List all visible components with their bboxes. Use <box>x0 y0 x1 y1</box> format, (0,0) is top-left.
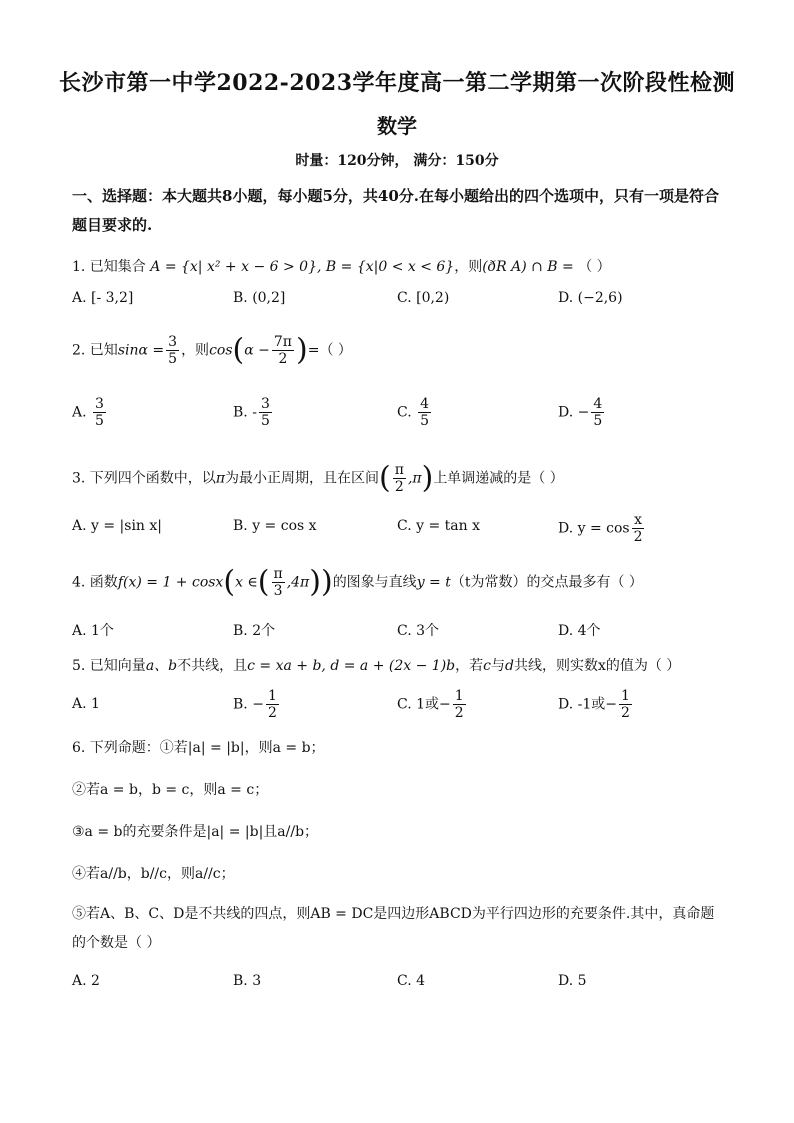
question-6-line-1: 6. 下列命题：①若|a| = |b|，则a = b； <box>72 740 325 756</box>
q1-mid: ，则 <box>454 259 483 275</box>
q3-interval: ,π <box>407 470 422 487</box>
q4-option-b: B. 2个 <box>233 623 276 639</box>
q3-text: 3. 下列四个函数中，以 <box>72 470 216 487</box>
q2-option-b: B. - $\frac{3}{5}$ <box>233 396 270 429</box>
question-2: 2. 已知sinα = $\frac{3}{5}$ ，则cos(α − $\frac{7\pi}{2}$ )=（ ） <box>72 332 352 368</box>
q3-option-c: C. y = tan x <box>397 518 480 534</box>
q4-mid: 的图象与直线 <box>332 574 417 591</box>
q4-frac: $\frac{\pi}{3}$ <box>273 566 283 599</box>
section-heading: 一、选择题：本大题共8小题，每小题5分，共40分.在每小题给出的四个选项中，只有一项是符合题目要求的. <box>72 187 719 234</box>
q2-frac: $\frac{3}{5}$ <box>168 334 178 367</box>
q5-tail: 共线，则实数x的值为（ ） <box>513 658 681 674</box>
exam-subject: 数学 <box>377 114 417 138</box>
q3-expr: π <box>215 470 226 487</box>
q5-mid3: 与 <box>490 658 505 674</box>
q4-option-d: D. 4个 <box>558 623 601 639</box>
q5-option-d: D. -1或− $\frac{1}{2}$ <box>558 688 630 721</box>
q3-option-a: A. y = |sin x| <box>72 518 163 534</box>
q4-option-c: C. 3个 <box>397 623 440 639</box>
q1-options <box>72 290 732 330</box>
q5-expr4: d <box>504 658 514 674</box>
exam-meta: 时量：120分钟， 满分：150分 <box>295 153 499 169</box>
q3-tail: 上单调递减的是（ ） <box>433 470 564 487</box>
question-6-line-5: ⑤若A、B、C、D是不共线的四点，则AB = DC是四边形ABCD为平行四边形的充要条件.其中，真命题的个数是（ ） <box>72 906 715 951</box>
q5-text: 5. 已知向量 <box>72 658 146 674</box>
question-3: 3. 下列四个函数中，以π为最小正周期，且在区间( $\frac{\pi}{2}$ ,π)上单调递减的是（ ） <box>72 460 564 496</box>
q1-option-b: B. (0,2] <box>233 290 286 306</box>
q2-options <box>72 396 732 436</box>
q6-option-d: D. 5 <box>558 973 587 989</box>
q2-frac2: $\frac{7\pi}{2}$ <box>273 334 292 367</box>
q4-text: 4. 函数 <box>72 574 118 591</box>
q4-options <box>72 620 732 660</box>
q5-mid2: ，若 <box>455 658 484 674</box>
q2-option-c: C. $\frac{4}{5}$ <box>397 396 430 429</box>
q1-expr: A = {x| x² + x − 6 > 0}, B = {x|0 < x < 6} <box>150 259 455 275</box>
q5-option-a: A. 1 <box>72 696 100 712</box>
q5-options <box>72 688 732 728</box>
question-6-line-4: ④若a//b，b//c，则a//c； <box>72 866 235 882</box>
q4-option-a: A. 1个 <box>72 623 114 639</box>
q6-option-c: C. 4 <box>397 973 426 989</box>
q5-mid: 不共线，且 <box>177 658 248 674</box>
q1-expr2: (ðR A) ∩ B = <box>482 259 574 275</box>
q5-option-b: B. − $\frac{1}{2}$ <box>233 688 277 721</box>
q3-option-b: B. y = cos x <box>233 518 317 534</box>
q1-text: 1. 已知集合 <box>72 259 146 275</box>
q1-option-c: C. [0,2) <box>397 290 450 306</box>
q3-frac: $\frac{\pi}{2}$ <box>394 462 404 495</box>
q1-option-d: D. (−2,6) <box>558 290 623 306</box>
q2-tail: =（ ） <box>307 342 352 359</box>
question-5 <box>72 656 732 676</box>
question-1 <box>72 257 732 277</box>
q4-inner: x ∈ <box>235 574 258 591</box>
q4-expr2: y = t <box>416 574 451 591</box>
q2-expr: sinα = <box>117 342 165 359</box>
q5-expr2: c = xa + b, d = a + (2x − 1)b <box>247 658 456 674</box>
exam-title: 长沙市第一中学2022-2023学年度高一第二学期第一次阶段性检测 <box>58 70 736 96</box>
q2-mid: ，则 <box>181 342 210 359</box>
q1-option-a: A. [- 3,2] <box>72 290 134 306</box>
q6-options <box>72 973 732 1013</box>
q2-inner: α − <box>244 342 270 359</box>
q2-expr2: cos <box>209 342 233 359</box>
q5-expr: a、b <box>145 658 178 674</box>
q5-expr3: c <box>483 658 491 674</box>
q2-option-d: D. − $\frac{4}{5}$ <box>558 396 603 429</box>
question-6-line-3: ③a = b的充要条件是|a| = |b|且a//b； <box>72 824 319 840</box>
q4-interval: ,4π <box>286 574 310 591</box>
q1-tail: （ ） <box>578 259 611 275</box>
q2-option-a: A. $\frac{3}{5}$ <box>72 396 104 429</box>
q3-option-d: D. y = cos $\frac{x}{2}$ <box>558 512 643 545</box>
q5-option-c: C. 1或− $\frac{1}{2}$ <box>397 688 464 721</box>
q4-expr: f(x) = 1 + cosx <box>117 574 224 591</box>
q6-option-a: A. 2 <box>72 973 100 989</box>
question-4: 4. 函数f(x) = 1 + cosx(x ∈( $\frac{\pi}{3}$ ,4π))的图象与直线y = t（t为常数）的交点最多有（ ） <box>72 564 643 600</box>
q3-mid: 为最小正周期，且在区间 <box>225 470 380 487</box>
q2-text: 2. 已知 <box>72 342 118 359</box>
question-6-line-2: ②若a = b，b = c，则a = c； <box>72 782 269 798</box>
q4-tail: （t为常数）的交点最多有（ ） <box>450 574 643 591</box>
q3-options <box>72 512 732 558</box>
q6-option-b: B. 3 <box>233 973 262 989</box>
